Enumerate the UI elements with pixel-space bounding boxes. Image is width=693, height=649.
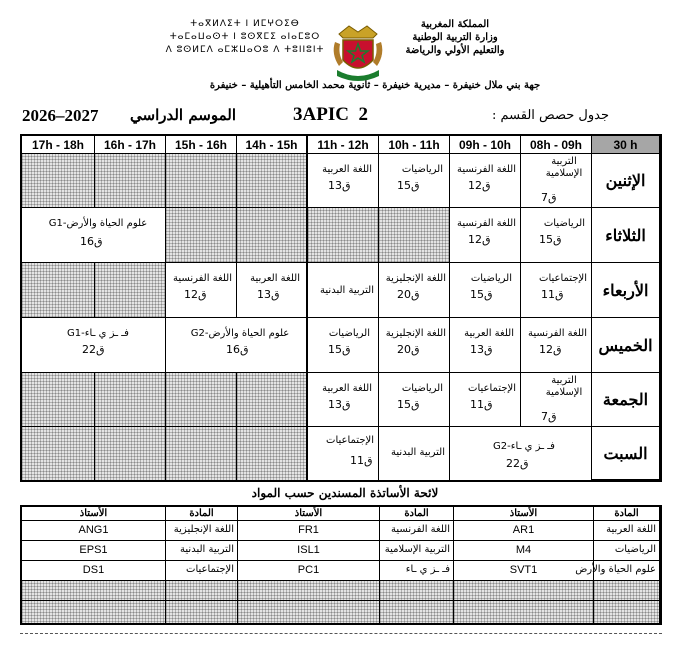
col-head-16-17: 16h - 17h xyxy=(95,136,166,154)
col-head-11-12: 11h - 12h xyxy=(308,136,379,154)
empty-fri-1617 xyxy=(95,373,166,427)
empty-fri-1718 xyxy=(22,373,95,427)
session-sat-1011 xyxy=(379,427,450,480)
subject: اللغة الفرنسية xyxy=(457,218,516,229)
subject-cell: التربية الإسلامية xyxy=(380,541,454,561)
subject: الرياضيات xyxy=(401,164,443,175)
kingdom-emblem-icon xyxy=(329,20,387,86)
empty-row xyxy=(22,581,166,601)
ministry-name: وزارة التربية الوطنية xyxy=(412,32,498,43)
empty-mon-1415 xyxy=(237,154,308,208)
room: ق13 xyxy=(328,398,351,411)
room: ق12 xyxy=(539,343,562,356)
session-sat-0810 xyxy=(450,427,592,480)
subject: اللغة العربية xyxy=(322,383,372,394)
session-wed-0809 xyxy=(521,263,592,318)
footer-dashed-line xyxy=(20,633,662,634)
empty-row xyxy=(380,581,454,601)
kingdom-name: المملكة المغربية xyxy=(420,19,490,30)
empty-row xyxy=(454,601,594,623)
empty-row xyxy=(380,601,454,623)
subject: الرياضيات xyxy=(401,383,443,394)
subject: اللغة العربية xyxy=(322,164,372,175)
session-sat-1112 xyxy=(308,427,379,480)
room: ق16 xyxy=(80,235,103,248)
session-tue-0910 xyxy=(450,208,521,263)
empty-sat-1415 xyxy=(237,427,308,480)
col-head-09-10: 09h - 10h xyxy=(450,136,521,154)
subject: علوم الحياة والأرض-G2 xyxy=(190,328,290,339)
header-teacher-3: الأستاذ xyxy=(22,507,166,521)
room: ق13 xyxy=(257,288,280,301)
room: ق7 xyxy=(541,410,557,423)
room: ق22 xyxy=(506,457,529,470)
empty-row xyxy=(594,601,660,623)
day-thursday: الخميس xyxy=(592,318,660,373)
tifinagh-header xyxy=(160,18,330,57)
teacher-cell: ISL1 xyxy=(238,541,380,561)
teacher-cell: PC1 xyxy=(238,561,380,581)
schedule-label: جدول حصص القسم : xyxy=(492,108,609,123)
subject-cell: اللغة الإنجليزية xyxy=(166,521,238,541)
empty-mon-1617 xyxy=(95,154,166,208)
subject: اللغة الإنجليزية xyxy=(385,328,446,339)
room: ق22 xyxy=(82,343,105,356)
header-subject-2: المادة xyxy=(380,507,454,521)
session-fri-0809 xyxy=(521,373,592,427)
col-head-14-15: 14h - 15h xyxy=(237,136,308,154)
teachers-table xyxy=(20,505,662,625)
school-year-label: الموسم الدراسي xyxy=(130,106,237,124)
empty-row xyxy=(166,601,238,623)
session-thu-0809 xyxy=(521,318,592,373)
header-teacher-2: الأستاذ xyxy=(238,507,380,521)
session-mon-1011 xyxy=(379,154,450,208)
header-teacher-1: الأستاذ xyxy=(454,507,594,521)
subject: فـ ـز ي ـاء-G1 xyxy=(67,328,129,339)
empty-row xyxy=(238,601,380,623)
room: ق12 xyxy=(468,179,491,192)
subject: التربية البدنية xyxy=(391,447,445,458)
school-year-value: 2026–2027 xyxy=(22,106,99,125)
room: ق16 xyxy=(226,343,249,356)
col-head-17-18: 17h - 18h xyxy=(22,136,95,154)
subject: اللغة الفرنسية xyxy=(173,273,232,284)
empty-wed-1617 xyxy=(95,263,166,318)
timetable xyxy=(20,134,662,482)
header-subject-1: المادة xyxy=(594,507,660,521)
total-hours: 30 h xyxy=(592,136,660,154)
subject: اللغة العربية xyxy=(464,328,514,339)
room: ق11 xyxy=(541,288,564,301)
teacher-cell: AR1 xyxy=(454,521,594,541)
empty-tue-1112 xyxy=(308,208,379,263)
teacher-cell: DS1 xyxy=(22,561,166,581)
room: ق12 xyxy=(184,288,207,301)
subject: اللغة الفرنسية xyxy=(528,328,587,339)
tifinagh-line-1: ⵜⴰⴳⵍⴷⵉⵜ ⵏ ⵍⵎⵖⵔⵉⴱ xyxy=(190,19,300,29)
empty-tue-1516 xyxy=(166,208,237,263)
subject: التربية الإسلامية xyxy=(545,375,583,398)
room: ق15 xyxy=(397,179,420,192)
region-line: جهة بني ملال خنيفرة – مديرية خنيفرة – ثانوية محمد الخامس التأهيلية – خنيفرة xyxy=(209,80,541,91)
session-tue-1618 xyxy=(22,208,166,263)
room: ق20 xyxy=(397,343,420,356)
empty-fri-1516 xyxy=(166,373,237,427)
col-head-08-09: 08h - 09h xyxy=(521,136,592,154)
room: ق15 xyxy=(397,398,420,411)
subject-cell: اللغة العربية xyxy=(594,521,660,541)
teacher-cell: ANG1 xyxy=(22,521,166,541)
session-fri-0910 xyxy=(450,373,521,427)
subject: الرياضيات xyxy=(543,218,585,229)
teacher-cell: SVT1 xyxy=(454,561,594,581)
session-wed-1415 xyxy=(237,263,308,318)
room: ق15 xyxy=(328,343,351,356)
empty-tue-1011 xyxy=(379,208,450,263)
subject: الرياضيات xyxy=(328,328,370,339)
subject: علوم الحياة والأرض-G1 xyxy=(48,218,148,229)
subject-cell: التربية البدنية xyxy=(166,541,238,561)
room: ق12 xyxy=(468,233,491,246)
teacher-cell: FR1 xyxy=(238,521,380,541)
day-tuesday: الثلاثاء xyxy=(592,208,660,263)
day-wednesday: الأربعاء xyxy=(592,263,660,318)
empty-wed-1718 xyxy=(22,263,95,318)
session-mon-1112 xyxy=(308,154,379,208)
teacher-cell: M4 xyxy=(454,541,594,561)
arabic-header xyxy=(380,18,530,57)
subject: اللغة الفرنسية xyxy=(457,164,516,175)
subject: الرياضيات xyxy=(470,273,512,284)
day-monday: الإثنين xyxy=(592,154,660,208)
tifinagh-line-3: ⴷ ⵓⵙⵍⵎⴷ ⴰⵎⵣⵡⴰⵔⵓ ⴷ ⵜⵓⵏⵏⵓⵏⵜ xyxy=(165,45,325,55)
empty-row xyxy=(22,601,166,623)
room: ق11 xyxy=(470,398,493,411)
empty-row xyxy=(594,581,660,601)
teachers-title: لائحة الأساتذة المسندين حسب المواد xyxy=(251,486,439,500)
session-thu-1618 xyxy=(22,318,166,373)
room: ق15 xyxy=(539,233,562,246)
subject-cell: فـ ـز ي ـاء xyxy=(380,561,454,581)
empty-fri-1415 xyxy=(237,373,308,427)
subject-cell: الرياضيات xyxy=(594,541,660,561)
col-head-15-16: 15h - 16h xyxy=(166,136,237,154)
empty-row xyxy=(454,581,594,601)
empty-sat-1516 xyxy=(166,427,237,480)
tifinagh-line-2: ⵜⴰⵎⴰⵡⴰⵙⵜ ⵏ ⵓⵙⴳⵎⵉ ⴰⵏⴰⵎⵓⵔ xyxy=(169,32,321,42)
session-fri-1112 xyxy=(308,373,379,427)
session-tue-0809 xyxy=(521,208,592,263)
subject: الإجتماعيات xyxy=(326,435,374,446)
empty-tue-1415 xyxy=(237,208,308,263)
empty-mon-1718 xyxy=(22,154,95,208)
subject: التربية الإسلامية xyxy=(545,156,583,179)
ministry-name-2: والتعليم الأولي والرياضة xyxy=(405,45,505,56)
empty-row xyxy=(166,581,238,601)
session-wed-1011 xyxy=(379,263,450,318)
session-thu-1416 xyxy=(166,318,308,373)
subject: الإجتماعيات xyxy=(468,383,516,394)
session-thu-1011 xyxy=(379,318,450,373)
day-saturday: السبت xyxy=(592,427,660,480)
session-wed-0910 xyxy=(450,263,521,318)
header-subject-3: المادة xyxy=(166,507,238,521)
subject-cell: علوم الحياة والأرض xyxy=(594,561,660,581)
session-wed-1112 xyxy=(308,263,379,318)
room: ق7 xyxy=(541,191,557,204)
room: ق13 xyxy=(470,343,493,356)
col-head-10-11: 10h - 11h xyxy=(379,136,450,154)
session-mon-0910 xyxy=(450,154,521,208)
empty-sat-1718 xyxy=(22,427,95,480)
empty-row xyxy=(238,581,380,601)
subject-cell: الإجتماعيات xyxy=(166,561,238,581)
subject: التربية البدنية xyxy=(320,285,374,296)
empty-mon-1516 xyxy=(166,154,237,208)
subject: الإجتماعيات xyxy=(539,273,587,284)
session-mon-0809 xyxy=(521,154,592,208)
room: ق11 xyxy=(350,454,373,467)
session-thu-0910 xyxy=(450,318,521,373)
room: ق20 xyxy=(397,288,420,301)
session-fri-1011 xyxy=(379,373,450,427)
empty-sat-1617 xyxy=(95,427,166,480)
teacher-cell: EPS1 xyxy=(22,541,166,561)
session-thu-1112 xyxy=(308,318,379,373)
subject: فـ ـز ي ـاء-G2 xyxy=(493,441,555,452)
session-wed-1516 xyxy=(166,263,237,318)
subject-cell: اللغة الفرنسية xyxy=(380,521,454,541)
room: ق13 xyxy=(328,179,351,192)
class-code: 3APIC 2 xyxy=(293,104,368,125)
subject: اللغة العربية xyxy=(250,273,300,284)
room: ق15 xyxy=(470,288,493,301)
subject: اللغة الإنجليزية xyxy=(385,273,446,284)
day-friday: الجمعة xyxy=(592,373,660,427)
